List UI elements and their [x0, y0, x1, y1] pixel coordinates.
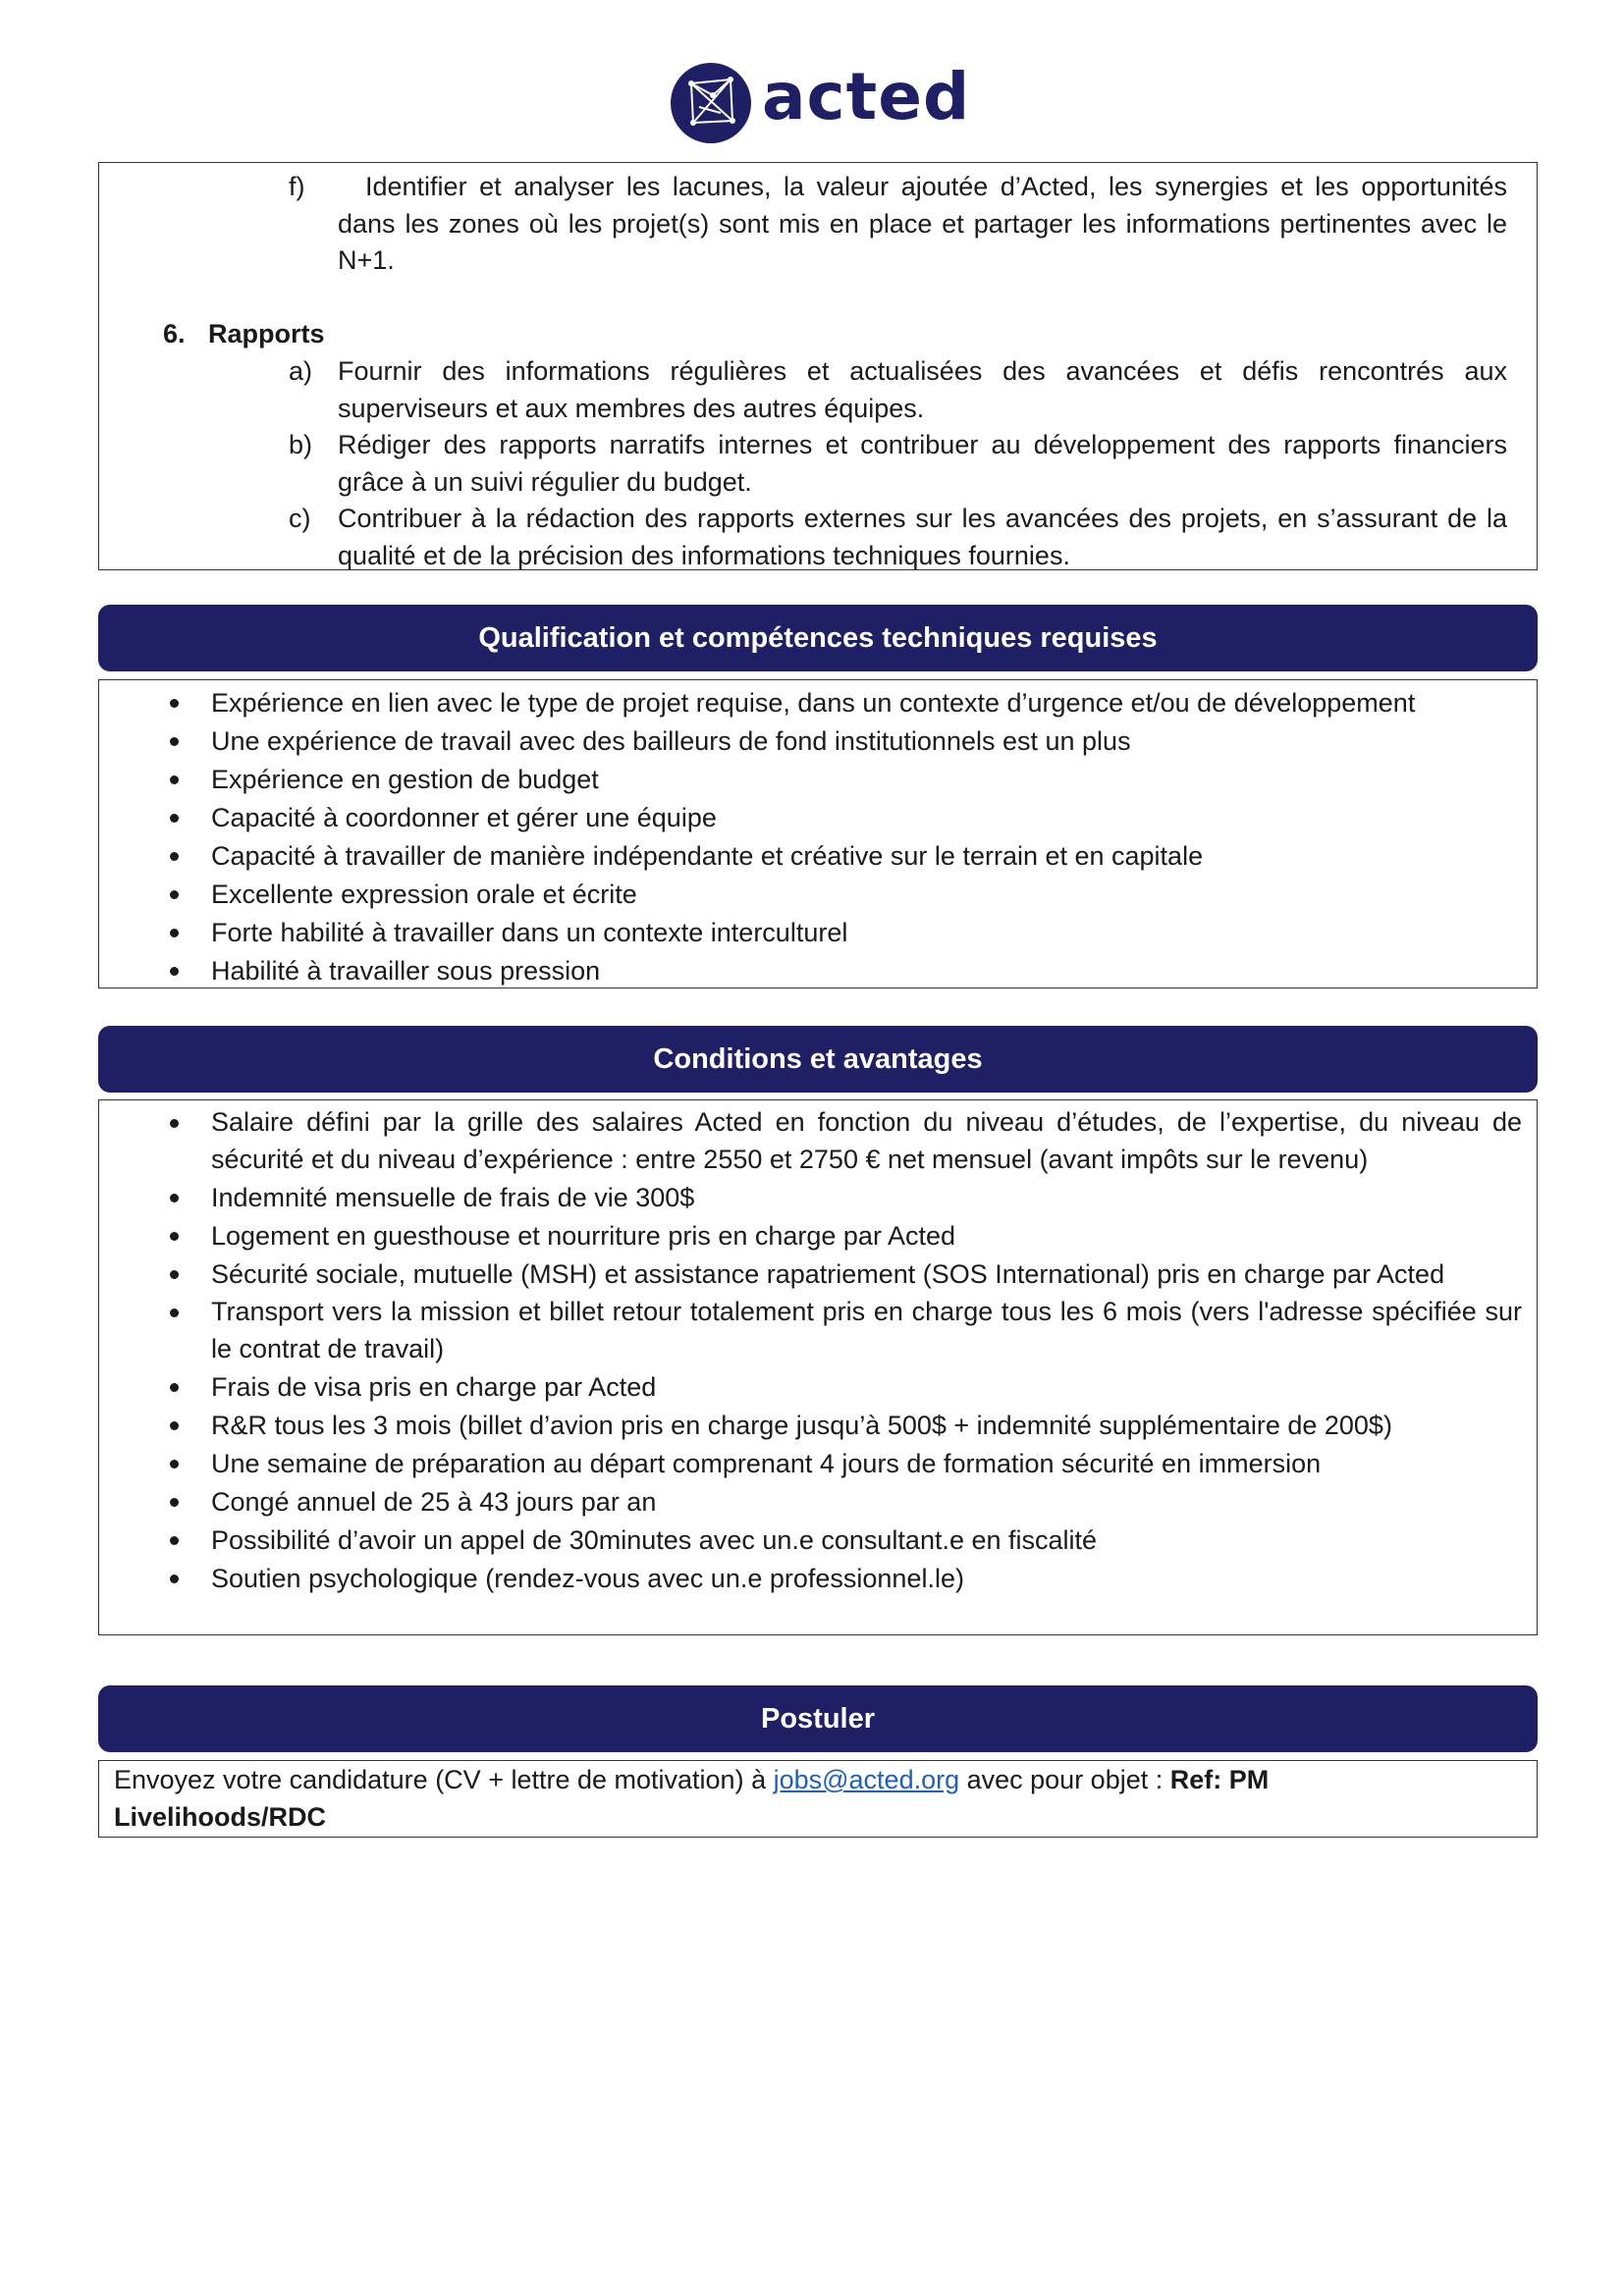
item-c-text: Contribuer à la rédaction des rapports externes sur les avancées des projets, en s’assurant de la qualité et de la précision des informations techniques fournies.	[338, 504, 1507, 570]
list-item: Forte habilité à travailler dans un contexte interculturel	[211, 914, 1522, 952]
postuler-banner: Postuler	[98, 1685, 1538, 1752]
rapports-number: 6.	[163, 319, 186, 348]
qualification-list	[211, 684, 1522, 990]
list-item: Une expérience de travail avec des bailleurs de fond institutionnels est un plus	[211, 722, 1522, 761]
list-item: Expérience en gestion de budget	[211, 761, 1522, 799]
list-item: Excellente expression orale et écrite	[211, 876, 1522, 914]
conditions-box	[98, 1099, 1538, 1635]
list-item: Logement en guesthouse et nourriture pris en charge par Acted	[211, 1217, 1522, 1255]
list-item: Salaire défini par la grille des salaires Acted en fonction du niveau d’études, de l’expertise, du niveau de sécurité et du niveau d’expérience : entre 2550 et 2750 € net mensuel (avant impôts sur le revenu)	[211, 1104, 1522, 1178]
list-item: Congé annuel de 25 à 43 jours par an	[211, 1483, 1522, 1522]
rapports-title: Rapports	[208, 319, 325, 348]
list-item: Sécurité sociale, mutuelle (MSH) et assistance rapatriement (SOS International) pris en charge par Acted	[211, 1255, 1522, 1294]
item-b-text: Rédiger des rapports narratifs internes et contribuer au développement des rapports financiers grâce à un suivi régulier du budget.	[338, 430, 1507, 497]
responsibilities-box	[98, 162, 1538, 570]
qualification-box	[98, 679, 1538, 988]
acted-logo	[670, 61, 970, 145]
list-item: Transport vers la mission et billet retour totalement pris en charge tous les 6 mois (vers l'adresse spécifiée sur le contrat de travail)	[211, 1294, 1522, 1367]
item-marker: a)	[289, 356, 313, 386]
item-a-text: Fournir des informations régulières et actualisées des avancées et défis rencontrés aux superviseurs et aux membres des autres équipes.	[338, 356, 1507, 423]
conditions-list	[211, 1104, 1522, 1598]
item-marker: f)	[289, 172, 305, 201]
list-item: Expérience en lien avec le type de projet requise, dans un contexte d’urgence et/ou de développement	[211, 684, 1522, 722]
email-link[interactable]: jobs@acted.org	[773, 1765, 960, 1794]
list-item: Frais de visa pris en charge par Acted	[211, 1368, 1522, 1407]
list-item: Habilité à travailler sous pression	[211, 952, 1522, 990]
item-marker: c)	[289, 504, 311, 533]
item-marker: b)	[289, 430, 313, 459]
list-item: Indemnité mensuelle de frais de vie 300$	[211, 1179, 1522, 1217]
postuler-text: Envoyez votre candidature (CV + lettre de motivation) à jobs@acted.org avec pour objet : Ref: PM Livelihoods/RDC	[114, 1765, 1270, 1832]
job-reference: Ref: PM Livelihoods/RDC	[114, 1765, 1270, 1832]
list-item: Capacité à travailler de manière indépendante et créative sur le terrain et en capitale	[211, 837, 1522, 876]
list-item: Possibilité d’avoir un appel de 30minutes avec un.e consultant.e en fiscalité	[211, 1522, 1522, 1560]
item-f-text: Identifier et analyser les lacunes, la valeur ajoutée d’Acted, les synergies et les opportunités dans les zones où les projet(s) sont mis en place et partager les informations pertinentes avec le N+1.	[338, 172, 1507, 275]
logo-wordmark: acted	[762, 59, 971, 134]
conditions-banner: Conditions et avantages	[98, 1026, 1538, 1093]
qualification-banner: Qualification et compétences techniques requises	[98, 605, 1538, 671]
list-item: Une semaine de préparation au départ comprenant 4 jours de formation sécurité en immersion	[211, 1445, 1522, 1483]
rapports-heading	[163, 316, 325, 353]
postuler-box	[98, 1760, 1538, 1838]
list-item: R&R tous les 3 mois (billet d’avion pris en charge jusqu’à 500$ + indemnité supplémentaire de 200$)	[211, 1407, 1522, 1445]
acted-logo-icon	[670, 62, 752, 144]
list-item: Capacité à coordonner et gérer une équipe	[211, 799, 1522, 837]
list-item: Soutien psychologique (rendez-vous avec un.e professionnel.le)	[211, 1560, 1522, 1598]
